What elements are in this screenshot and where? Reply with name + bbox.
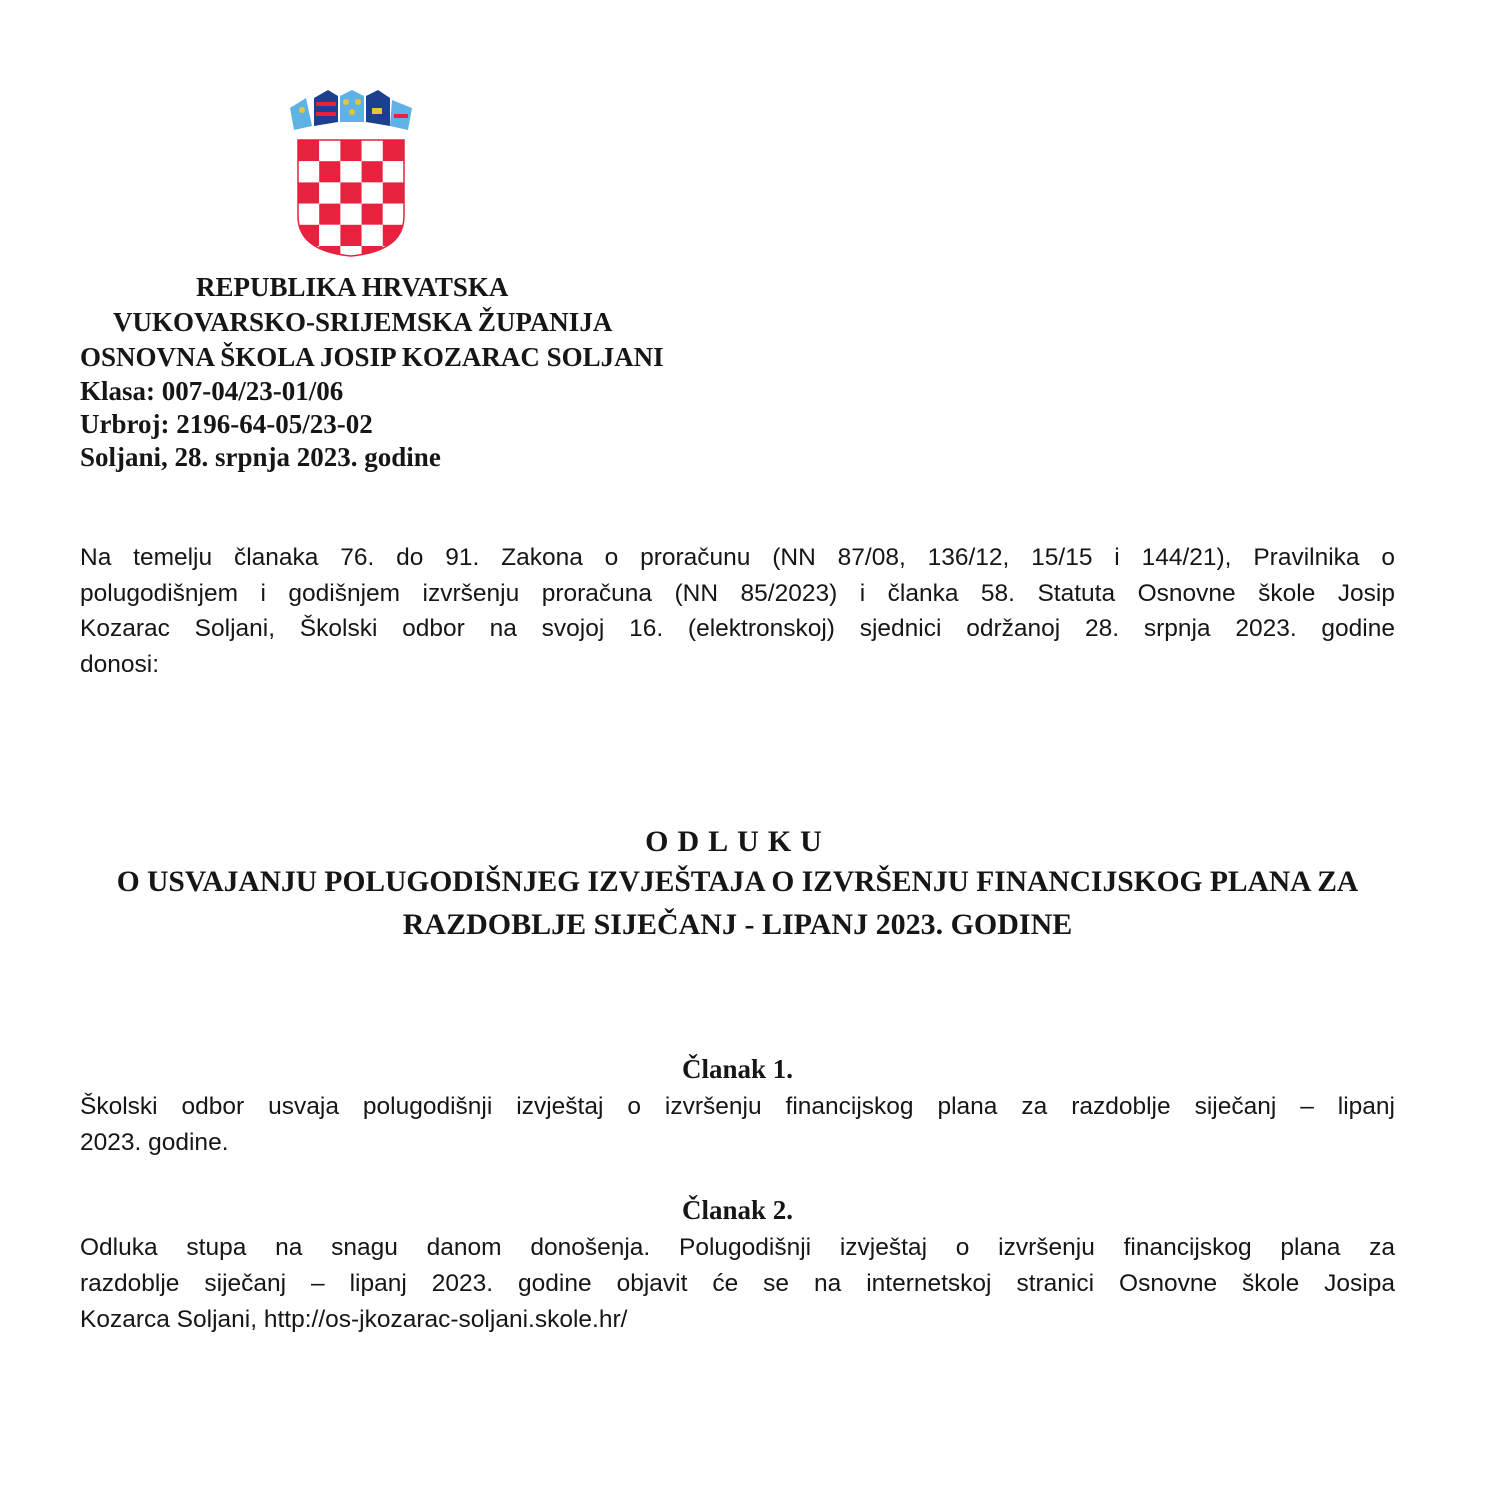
- preamble-line: donosi:: [80, 651, 160, 678]
- article-2-text: razdoblje siječanj – lipanj 2023. godine objavit će se na internetskoj stranici Osnovne škole Josipa: [80, 1270, 1395, 1297]
- article-1-text: Školski odbor usvaja polugodišnji izvještaj o izvršenju financijskog plana za razdoblje siječanj – lipanj: [80, 1093, 1395, 1120]
- document-subtitle: O USVAJANJU POLUGODIŠNJEG IZVJEŠTAJA O IZVRŠENJU FINANCIJSKOG PLANA ZA: [116, 866, 1359, 898]
- article-2-text: Odluka stupa na snagu danom donošenja. Polugodišnji izvještaj o izvršenju financijskog plana za: [80, 1234, 1395, 1261]
- preamble-line: Na temelju članaka 76. do 91. Zakona o proračunu (NN 87/08, 136/12, 15/15 i 144/21), Pravilnika o: [80, 544, 1395, 571]
- crown-icon: [290, 90, 412, 130]
- header-line-county: VUKOVARSKO-SRIJEMSKA ŽUPANIJA: [113, 307, 613, 337]
- document-title: ODLUKU: [645, 825, 831, 858]
- header-urbroj: Urbroj: 2196-64-05/23-02: [80, 409, 373, 439]
- croatian-coat-of-arms: [286, 86, 416, 261]
- preamble-line: Kozarac Soljani, Školski odbor na svojoj 16. (elektronskoj) sjednici održanoj 28. srpnja 2023. godine: [80, 615, 1395, 642]
- article-1-heading: Članak 1.: [681, 1054, 794, 1084]
- header-line-republic: REPUBLIKA HRVATSKA: [196, 272, 509, 302]
- article-2-text: Kozarca Soljani, http://os-jkozarac-soljani.skole.hr/: [80, 1306, 628, 1333]
- checkerboard-shield-icon: [298, 140, 404, 261]
- preamble-line: polugodišnjem i godišnjem izvršenju proračuna (NN 85/2023) i članka 58. Statuta Osnovne škole Josip: [80, 580, 1395, 607]
- header-klasa: Klasa: 007-04/23-01/06: [80, 376, 344, 406]
- article-2-heading: Članak 2.: [681, 1195, 794, 1225]
- article-1-text: 2023. godine.: [80, 1129, 229, 1156]
- header-date: Soljani, 28. srpnja 2023. godine: [80, 442, 441, 472]
- document-subtitle: RAZDOBLJE SIJEČANJ - LIPANJ 2023. GODINE: [402, 908, 1073, 941]
- header-line-school: OSNOVNA ŠKOLA JOSIP KOZARAC SOLJANI: [80, 342, 664, 372]
